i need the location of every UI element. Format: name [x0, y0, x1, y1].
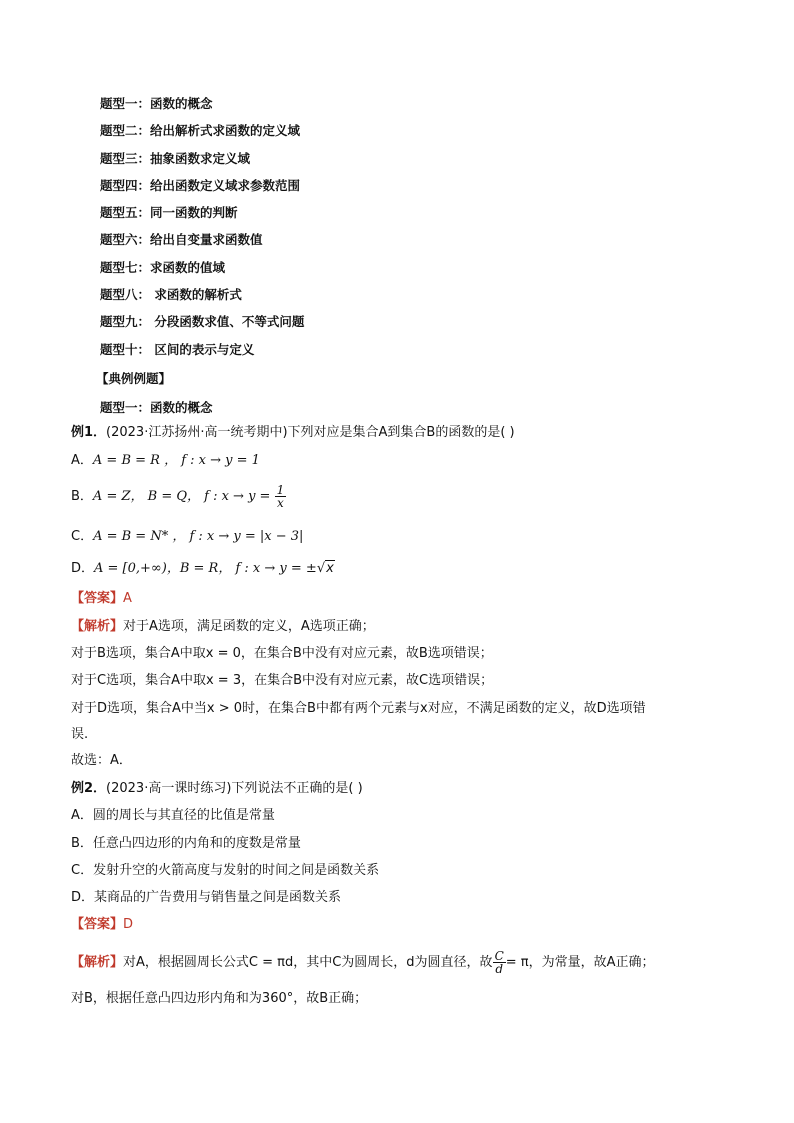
example-label: 例2． — [71, 781, 107, 796]
answer-line — [71, 590, 132, 608]
option-d — [71, 560, 335, 578]
fraction-numerator: C — [494, 949, 504, 963]
option-math: A = Z， B = Q， f : x → y = — [92, 489, 275, 504]
toc-item: 题型一：函数的概念 — [100, 96, 213, 111]
answer-value: A — [123, 591, 132, 606]
option-b — [71, 484, 286, 509]
example-label: 例1． — [71, 425, 107, 440]
analysis-line: 对B，根据任意凸四边形内角和为360°，故B正确； — [71, 991, 368, 1006]
fraction-denominator: d — [495, 962, 503, 976]
toc-item: 题型五：同一函数的判断 — [100, 205, 238, 221]
sqrt-symbol: √ — [316, 561, 326, 576]
example-1-stem — [71, 424, 515, 442]
toc-item: 题型七：求函数的值域 — [100, 259, 226, 275]
fraction — [493, 950, 506, 975]
toc-item: 题型十： 区间的表示与定义 — [100, 341, 255, 357]
analysis-text: 对A，根据圆周长公式C = πd，其中C为圆周长，d为圆直径，故 — [123, 955, 493, 970]
option-math: A = B = R ， f : x → y = 1 — [92, 453, 260, 468]
option-c: C．发射升空的火箭高度与发射的时间之间是函数关系 — [71, 863, 380, 878]
type-heading: 题型一：函数的概念 — [100, 400, 213, 415]
analysis-line: 对于D选项，集合A中当x > 0时，在集合B中都有两个元素与x对应，不满足函数的定义，故D选项错 — [71, 701, 646, 716]
option-c — [71, 528, 303, 546]
analysis-line: 对于C选项，集合A中取x = 3，在集合B中没有对应元素，故C选项错误； — [71, 673, 494, 688]
option-a: A．圆的周长与其直径的比值是常量 — [71, 808, 275, 823]
fraction — [275, 484, 287, 509]
analysis-text: 对于A选项，满足函数的定义，A选项正确； — [123, 619, 375, 634]
option-prefix: B． — [71, 489, 93, 504]
sqrt-radicand: x — [326, 561, 334, 576]
option-math: A = B = N* ， f : x → y = |x − 3| — [93, 529, 304, 544]
answer-label: 【答案】 — [71, 591, 124, 606]
answer-label: 【答案】 — [71, 917, 124, 932]
option-prefix: D． — [71, 561, 95, 576]
toc-item: 题型四：给出函数定义域求参数范围 — [100, 177, 301, 193]
analysis-line: 误. — [71, 727, 89, 742]
option-prefix: C． — [71, 529, 94, 544]
answer-line — [71, 916, 133, 934]
option-prefix: A． — [71, 453, 93, 468]
analysis-label: 【解析】 — [71, 955, 124, 970]
question-type-list — [100, 95, 304, 368]
example-stem-text: (2023·江苏扬州·高一统考期中)下列对应是集合A到集合B的函数的是( ) — [106, 425, 515, 440]
fraction-denominator: x — [277, 496, 284, 510]
example-2-stem — [71, 780, 363, 798]
option-b: B．任意凸四边形的内角和的度数是常量 — [71, 836, 301, 851]
answer-value: D — [123, 917, 134, 932]
section-heading: 【典例例题】 — [96, 371, 172, 386]
example-stem-text: (2023·高一课时练习)下列说法不正确的是( ) — [106, 781, 363, 796]
analysis-line — [71, 950, 655, 975]
analysis-line: 对于B选项，集合A中取x = 0，在集合B中没有对应元素，故B选项错误； — [71, 646, 493, 661]
toc-item: 题型九： 分段函数求值、不等式问题 — [100, 314, 305, 330]
toc-item: 题型八： 求函数的解析式 — [100, 287, 242, 303]
analysis-line — [71, 618, 375, 636]
analysis-text: = π，为常量，故A正确； — [505, 955, 655, 970]
conclusion-line: 故选：A． — [71, 753, 132, 768]
toc-item: 题型二：给出解析式求函数的定义域 — [100, 123, 301, 139]
toc-item: 题型三：抽象函数求定义域 — [100, 150, 251, 166]
fraction-numerator: 1 — [276, 483, 285, 497]
option-d: D．某商品的广告费用与销售量之间是函数关系 — [71, 890, 342, 905]
option-math: A = [0,+∞)，B = R， f : x → y = ± — [94, 561, 317, 576]
option-a — [71, 452, 260, 470]
analysis-label: 【解析】 — [71, 619, 124, 634]
toc-item: 题型六：给出自变量求函数值 — [100, 232, 263, 248]
